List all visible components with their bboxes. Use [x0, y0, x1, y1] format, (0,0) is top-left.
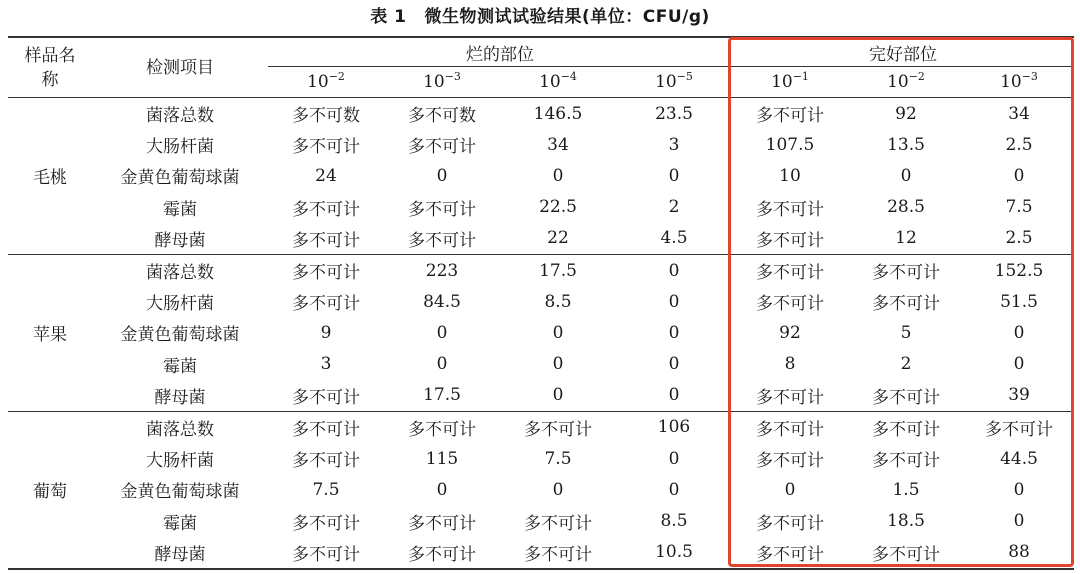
dilution-exponent: −1 — [792, 70, 809, 83]
rotten-value-cell: 多不可数 — [408, 106, 476, 127]
intact-value-cell: 92 — [895, 103, 917, 124]
dilution-exponent: −2 — [908, 70, 925, 83]
intact-value-cell: 51.5 — [1000, 291, 1038, 312]
table-row — [8, 317, 1074, 348]
rotten-value-cell: 0 — [668, 479, 680, 500]
intact-value-cell: 多不可计 — [756, 294, 824, 315]
dilution-exponent: −2 — [328, 70, 345, 83]
rotten-value-cell: 0 — [668, 448, 680, 469]
rotten-value-cell: 3 — [668, 134, 680, 155]
header-sample-name-text: 样品名称 — [24, 45, 76, 90]
test-item-cell: 酵母菌 — [154, 544, 206, 565]
intact-value-cell: 0 — [900, 165, 912, 186]
rotten-value-cell: 多不可计 — [408, 230, 476, 251]
table-row — [8, 411, 1074, 443]
rotten-value-cell: 多不可计 — [500, 411, 616, 443]
intact-value-cell: 2 — [900, 354, 912, 375]
caption-text: 微生物测试试验结果(单位：CFU/g) — [424, 7, 710, 27]
rotten-value-cell: 84.5 — [423, 291, 461, 312]
rotten-value-cell: 多不可计 — [292, 544, 360, 565]
caption-label: 表 1 — [370, 7, 407, 27]
rotten-value-cell: 0 — [552, 354, 564, 375]
rotten-value-cell: 0 — [668, 291, 680, 312]
rotten-value-cell: 0 — [436, 354, 448, 375]
results-table — [8, 36, 1074, 570]
header-dilution-intact — [732, 67, 848, 98]
intact-value-cell: 多不可计 — [872, 544, 940, 565]
intact-value-cell: 88 — [1008, 542, 1030, 563]
intact-value-cell: 39 — [1008, 385, 1030, 406]
rotten-value-cell: 0 — [552, 322, 564, 343]
table-row — [8, 474, 1074, 505]
test-item-cell: 菌落总数 — [92, 254, 268, 286]
rotten-value-cell: 多不可计 — [292, 137, 360, 158]
header-group-rotten: 烂的部位 — [268, 37, 732, 67]
rotten-value-cell: 17.5 — [500, 254, 616, 286]
intact-value-cell: 多不可计 — [872, 387, 940, 408]
test-item-cell: 金黄色葡萄球菌 — [120, 482, 240, 503]
rotten-value-cell: 7.5 — [544, 448, 572, 469]
rotten-value-cell: 34 — [547, 134, 569, 155]
table-row — [8, 223, 1074, 255]
dilution-base: 10 — [655, 72, 677, 92]
test-item-cell: 酵母菌 — [154, 230, 206, 251]
rotten-value-cell: 0 — [668, 385, 680, 406]
dilution-exponent: −3 — [1021, 70, 1038, 83]
intact-value-cell: 多不可计 — [732, 254, 848, 286]
rotten-value-cell: 17.5 — [423, 385, 461, 406]
intact-value-cell: 28.5 — [887, 197, 925, 218]
rotten-value-cell: 146.5 — [533, 103, 583, 124]
rotten-value-cell: 0 — [436, 165, 448, 186]
intact-value-cell: 92 — [779, 322, 801, 343]
rotten-value-cell: 0 — [668, 165, 680, 186]
test-item-cell: 霉菌 — [163, 356, 197, 377]
intact-value-cell: 2.5 — [1005, 228, 1033, 249]
test-item-cell: 菌落总数 — [146, 106, 214, 127]
table-row — [8, 286, 1074, 317]
rotten-value-cell: 9 — [320, 322, 332, 343]
header-dilution-rotten — [384, 67, 500, 98]
table-row — [8, 349, 1074, 380]
rotten-value-cell: 多不可计 — [292, 513, 360, 534]
table-row — [8, 192, 1074, 223]
rotten-value-cell: 多不可计 — [292, 230, 360, 251]
intact-value-cell: 12 — [895, 228, 917, 249]
test-item-cell: 金黄色葡萄球菌 — [120, 168, 240, 189]
rotten-value-cell: 223 — [384, 254, 500, 286]
test-item-cell: 酵母菌 — [154, 387, 206, 408]
rotten-value-cell: 22 — [547, 228, 569, 249]
rotten-value-cell: 多不可计 — [268, 254, 384, 286]
test-item-cell: 大肠杆菌 — [146, 451, 214, 472]
intact-value-cell: 0 — [1013, 479, 1025, 500]
dilution-base: 10 — [539, 72, 561, 92]
intact-value-cell: 多不可计 — [756, 199, 824, 220]
sample-name-cell: 苹果 — [8, 254, 92, 411]
rotten-value-cell: 多不可计 — [292, 451, 360, 472]
rotten-value-cell: 多不可计 — [524, 513, 592, 534]
table-row — [8, 98, 1074, 130]
intact-value-cell: 34 — [1008, 103, 1030, 124]
intact-value-cell: 多不可计 — [756, 513, 824, 534]
dilution-exponent: −5 — [676, 70, 693, 83]
table-caption — [0, 2, 1080, 27]
rotten-value-cell: 多不可计 — [384, 411, 500, 443]
header-group-intact: 完好部位 — [732, 37, 1074, 67]
rotten-value-cell: 多不可计 — [408, 544, 476, 565]
test-item-cell: 霉菌 — [163, 199, 197, 220]
rotten-value-cell: 7.5 — [312, 479, 340, 500]
rotten-value-cell: 2 — [668, 197, 680, 218]
intact-value-cell: 8 — [784, 354, 796, 375]
rotten-value-cell: 106 — [616, 411, 732, 443]
header-test-item: 检测项目 — [92, 37, 268, 98]
rotten-value-cell: 多不可计 — [408, 513, 476, 534]
rotten-value-cell: 0 — [668, 354, 680, 375]
intact-value-cell: 0 — [1013, 322, 1025, 343]
test-item-cell: 大肠杆菌 — [146, 137, 214, 158]
intact-value-cell: 0 — [1013, 354, 1025, 375]
intact-value-cell: 多不可计 — [848, 411, 964, 443]
rotten-value-cell: 10.5 — [655, 542, 693, 563]
rotten-value-cell: 0 — [436, 479, 448, 500]
header-dilution-rotten — [500, 67, 616, 98]
rotten-value-cell: 8.5 — [544, 291, 572, 312]
rotten-value-cell: 4.5 — [660, 228, 688, 249]
intact-value-cell: 多不可计 — [732, 411, 848, 443]
table-row — [8, 443, 1074, 474]
intact-value-cell: 107.5 — [765, 134, 815, 155]
dilution-exponent: −4 — [560, 70, 577, 83]
rotten-value-cell: 0 — [552, 165, 564, 186]
table-row — [8, 254, 1074, 286]
dilution-base: 10 — [771, 72, 793, 92]
intact-value-cell: 5 — [900, 322, 912, 343]
dilution-exponent: −3 — [444, 70, 461, 83]
rotten-value-cell: 24 — [315, 165, 337, 186]
intact-value-cell: 多不可计 — [756, 387, 824, 408]
sample-name-cell: 葡萄 — [8, 411, 92, 568]
rotten-value-cell: 0 — [616, 254, 732, 286]
table-row — [8, 505, 1074, 536]
intact-value-cell: 多不可计 — [756, 106, 824, 127]
rotten-value-cell: 0 — [668, 322, 680, 343]
test-item-cell: 金黄色葡萄球菌 — [120, 325, 240, 346]
table-row — [8, 129, 1074, 160]
rotten-value-cell: 多不可计 — [408, 137, 476, 158]
rotten-value-cell: 多不可数 — [292, 106, 360, 127]
header-dilution-intact — [848, 67, 964, 98]
rotten-value-cell: 0 — [552, 385, 564, 406]
test-item-cell: 霉菌 — [163, 513, 197, 534]
intact-value-cell: 44.5 — [1000, 448, 1038, 469]
rotten-value-cell: 115 — [425, 448, 459, 469]
table-row — [8, 160, 1074, 191]
dilution-base: 10 — [423, 72, 445, 92]
rotten-value-cell: 多不可计 — [268, 411, 384, 443]
intact-value-cell: 1.5 — [892, 479, 920, 500]
intact-value-cell: 多不可计 — [756, 230, 824, 251]
rotten-value-cell: 23.5 — [655, 103, 693, 124]
header-dilution-rotten — [616, 67, 732, 98]
header-sample-name — [8, 37, 92, 98]
intact-value-cell: 多不可计 — [872, 294, 940, 315]
rotten-value-cell: 0 — [552, 479, 564, 500]
intact-value-cell: 18.5 — [887, 511, 925, 532]
rotten-value-cell: 8.5 — [660, 511, 688, 532]
header-dilution-rotten — [268, 67, 384, 98]
intact-value-cell: 7.5 — [1005, 197, 1033, 218]
table-row — [8, 537, 1074, 569]
intact-value-cell: 13.5 — [887, 134, 925, 155]
dilution-base: 10 — [887, 72, 909, 92]
intact-value-cell: 0 — [1013, 511, 1025, 532]
intact-value-cell: 多不可计 — [872, 451, 940, 472]
rotten-value-cell: 0 — [436, 322, 448, 343]
intact-value-cell: 多不可计 — [756, 544, 824, 565]
intact-value-cell: 多不可计 — [756, 451, 824, 472]
dilution-base: 10 — [1000, 72, 1022, 92]
test-item-cell: 大肠杆菌 — [146, 294, 214, 315]
rotten-value-cell: 多不可计 — [292, 294, 360, 315]
intact-value-cell: 多不可计 — [964, 411, 1074, 443]
intact-value-cell: 2.5 — [1005, 134, 1033, 155]
intact-value-cell: 152.5 — [964, 254, 1074, 286]
rotten-value-cell: 3 — [320, 354, 332, 375]
test-item-cell: 菌落总数 — [92, 411, 268, 443]
intact-value-cell: 0 — [784, 479, 796, 500]
rotten-value-cell: 22.5 — [539, 197, 577, 218]
rotten-value-cell: 多不可计 — [292, 387, 360, 408]
header-dilution-intact — [964, 67, 1074, 98]
rotten-value-cell: 多不可计 — [292, 199, 360, 220]
rotten-value-cell: 多不可计 — [408, 199, 476, 220]
rotten-value-cell: 多不可计 — [524, 544, 592, 565]
dilution-base: 10 — [307, 72, 329, 92]
intact-value-cell: 10 — [779, 165, 801, 186]
table-row — [8, 380, 1074, 412]
sample-name-cell: 毛桃 — [33, 168, 67, 189]
intact-value-cell: 多不可计 — [848, 254, 964, 286]
intact-value-cell: 0 — [1013, 165, 1025, 186]
